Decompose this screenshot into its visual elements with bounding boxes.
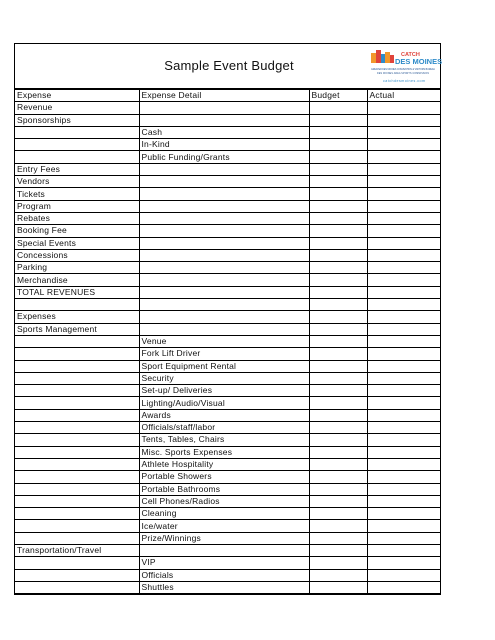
table-row [15, 348, 440, 360]
table-row [15, 569, 440, 581]
budget-cell[interactable] [309, 422, 367, 434]
budget-cell[interactable] [309, 151, 367, 163]
actual-cell[interactable] [367, 139, 440, 151]
catch-des-moines-logo [371, 49, 443, 89]
col-header-budget: Budget [309, 90, 367, 102]
actual-cell[interactable] [367, 434, 440, 446]
expense-detail-cell: Venue [139, 335, 309, 347]
table-row [15, 299, 440, 311]
actual-cell[interactable] [367, 348, 440, 360]
expense-detail-cell: Officials [139, 569, 309, 581]
expense-cell: Concessions [15, 249, 139, 261]
expense-cell [15, 520, 139, 532]
table-row [15, 151, 440, 163]
expense-cell: Rebates [15, 212, 139, 224]
expense-cell: TOTAL REVENUES [15, 286, 139, 298]
expense-detail-cell: Set-up/ Deliveries [139, 385, 309, 397]
expense-detail-cell [139, 323, 309, 335]
expense-cell [15, 557, 139, 569]
budget-cell[interactable] [309, 508, 367, 520]
actual-cell[interactable] [367, 397, 440, 409]
table-row [15, 262, 440, 274]
expense-cell: Sponsorships [15, 114, 139, 126]
expense-detail-cell: In-Kind [139, 139, 309, 151]
expense-detail-cell [139, 544, 309, 556]
table-row [15, 520, 440, 532]
logo-tagline1: GREATER DES MOINES CONVENTION & VISITORS BUREAU [371, 69, 435, 71]
actual-cell[interactable] [367, 385, 440, 397]
table-row [15, 274, 440, 286]
expense-cell: Sports Management [15, 323, 139, 335]
budget-cell[interactable] [309, 471, 367, 483]
table-row [15, 483, 440, 495]
expense-detail-cell: Cleaning [139, 508, 309, 520]
expense-detail-cell: Cash [139, 126, 309, 138]
actual-cell[interactable] [367, 200, 440, 212]
actual-cell[interactable] [367, 520, 440, 532]
expense-cell [15, 385, 139, 397]
actual-cell[interactable] [367, 446, 440, 458]
expense-cell: Expenses [15, 311, 139, 323]
expense-cell [15, 532, 139, 544]
actual-cell[interactable] [367, 299, 440, 311]
actual-cell[interactable] [367, 335, 440, 347]
expense-detail-cell [139, 274, 309, 286]
actual-cell[interactable] [367, 372, 440, 384]
actual-cell[interactable] [367, 569, 440, 581]
budget-cell[interactable] [309, 102, 367, 114]
expense-cell: Vendors [15, 176, 139, 188]
actual-cell[interactable] [367, 508, 440, 520]
expense-cell [15, 348, 139, 360]
expense-detail-cell [139, 249, 309, 261]
expense-cell: Parking [15, 262, 139, 274]
expense-detail-cell: Public Funding/Grants [139, 151, 309, 163]
expense-cell [15, 151, 139, 163]
expense-detail-cell: Officials/staff/labor [139, 422, 309, 434]
expense-cell [15, 471, 139, 483]
expense-cell [15, 372, 139, 384]
actual-cell[interactable] [367, 286, 440, 298]
budget-cell[interactable] [309, 544, 367, 556]
budget-cell[interactable] [309, 249, 367, 261]
expense-detail-cell: Athlete Hospitality [139, 458, 309, 470]
expense-cell [15, 409, 139, 421]
actual-cell[interactable] [367, 360, 440, 372]
actual-cell[interactable] [367, 249, 440, 261]
expense-cell [15, 483, 139, 495]
expense-detail-cell: Portable Bathrooms [139, 483, 309, 495]
table-row [15, 114, 440, 126]
budget-cell[interactable] [309, 360, 367, 372]
table-row [15, 495, 440, 507]
expense-detail-cell [139, 212, 309, 224]
sheet-header [15, 44, 443, 89]
actual-cell[interactable] [367, 274, 440, 286]
actual-cell[interactable] [367, 188, 440, 200]
expense-cell [15, 495, 139, 507]
table-row [15, 212, 440, 224]
actual-cell[interactable] [367, 422, 440, 434]
expense-cell [15, 397, 139, 409]
expense-detail-cell [139, 188, 309, 200]
expense-detail-cell: Portable Showers [139, 471, 309, 483]
budget-cell[interactable] [309, 323, 367, 335]
table-row [15, 385, 440, 397]
budget-cell[interactable] [309, 126, 367, 138]
actual-cell[interactable] [367, 126, 440, 138]
budget-cell[interactable] [309, 409, 367, 421]
budget-cell[interactable] [309, 532, 367, 544]
table-row [15, 200, 440, 212]
expense-cell: Merchandise [15, 274, 139, 286]
actual-cell[interactable] [367, 311, 440, 323]
table-row [15, 126, 440, 138]
budget-cell[interactable] [309, 335, 367, 347]
table-row [15, 508, 440, 520]
expense-cell [15, 569, 139, 581]
table-row [15, 557, 440, 569]
table-row [15, 446, 440, 458]
budget-cell[interactable] [309, 483, 367, 495]
expense-detail-cell [139, 286, 309, 298]
budget-table [15, 89, 440, 594]
table-row [15, 286, 440, 298]
expense-detail-cell [139, 102, 309, 114]
budget-cell[interactable] [309, 114, 367, 126]
budget-cell[interactable] [309, 139, 367, 151]
page-title: Sample Event Budget [164, 58, 294, 73]
col-header-expense-detail: Expense Detail [139, 90, 309, 102]
actual-cell[interactable] [367, 581, 440, 593]
table-row [15, 139, 440, 151]
budget-sheet [14, 43, 441, 595]
expense-detail-cell [139, 225, 309, 237]
actual-cell[interactable] [367, 114, 440, 126]
table-row [15, 323, 440, 335]
expense-detail-cell [139, 176, 309, 188]
table-row [15, 581, 440, 593]
budget-cell[interactable] [309, 520, 367, 532]
expense-detail-cell: Ice/water [139, 520, 309, 532]
table-row [15, 532, 440, 544]
expense-cell: Program [15, 200, 139, 212]
budget-cell[interactable] [309, 569, 367, 581]
expense-detail-cell: Awards [139, 409, 309, 421]
table-row [15, 458, 440, 470]
actual-cell[interactable] [367, 237, 440, 249]
actual-cell[interactable] [367, 262, 440, 274]
expense-cell: Tickets [15, 188, 139, 200]
actual-cell[interactable] [367, 323, 440, 335]
budget-cell[interactable] [309, 200, 367, 212]
table-row [15, 225, 440, 237]
expense-detail-cell [139, 311, 309, 323]
actual-cell[interactable] [367, 483, 440, 495]
table-row [15, 102, 440, 114]
expense-detail-cell [139, 262, 309, 274]
table-row [15, 360, 440, 372]
expense-cell: Transportation/Travel [15, 544, 139, 556]
expense-detail-cell: Prize/Winnings [139, 532, 309, 544]
actual-cell[interactable] [367, 532, 440, 544]
expense-detail-cell [139, 200, 309, 212]
expense-cell [15, 360, 139, 372]
table-row [15, 249, 440, 261]
budget-cell[interactable] [309, 372, 367, 384]
budget-cell[interactable] [309, 434, 367, 446]
expense-detail-cell: Shuttles [139, 581, 309, 593]
table-row [15, 237, 440, 249]
budget-cell[interactable] [309, 274, 367, 286]
header-row [15, 90, 440, 102]
logo-line2: DES MOINES [395, 57, 443, 66]
table-row [15, 163, 440, 175]
expense-detail-cell: Fork Lift Driver [139, 348, 309, 360]
budget-cell[interactable] [309, 225, 367, 237]
expense-cell: Booking Fee [15, 225, 139, 237]
actual-cell[interactable] [367, 409, 440, 421]
budget-cell[interactable] [309, 581, 367, 593]
budget-cell[interactable] [309, 557, 367, 569]
table-row [15, 176, 440, 188]
expense-cell: Special Events [15, 237, 139, 249]
expense-cell [15, 434, 139, 446]
budget-cell[interactable] [309, 299, 367, 311]
expense-detail-cell [139, 114, 309, 126]
expense-cell [15, 581, 139, 593]
budget-cell[interactable] [309, 188, 367, 200]
actual-cell[interactable] [367, 495, 440, 507]
logo-tagline2: DES MOINES AREA SPORTS COMMISSION [377, 73, 429, 75]
logo-line1: CATCH [401, 52, 420, 58]
budget-cell[interactable] [309, 212, 367, 224]
budget-cell[interactable] [309, 495, 367, 507]
table-row [15, 397, 440, 409]
expense-cell [15, 126, 139, 138]
table-row [15, 422, 440, 434]
table-row [15, 471, 440, 483]
expense-detail-cell: Cell Phones/Radios [139, 495, 309, 507]
expense-detail-cell [139, 163, 309, 175]
table-row [15, 409, 440, 421]
budget-cell[interactable] [309, 237, 367, 249]
actual-cell[interactable] [367, 544, 440, 556]
expense-cell [15, 458, 139, 470]
budget-cell[interactable] [309, 286, 367, 298]
logo-url: catchdesmoines.com [383, 79, 425, 83]
col-header-expense: Expense [15, 90, 139, 102]
expense-cell [15, 335, 139, 347]
budget-cell[interactable] [309, 163, 367, 175]
actual-cell[interactable] [367, 212, 440, 224]
actual-cell[interactable] [367, 557, 440, 569]
budget-cell[interactable] [309, 311, 367, 323]
expense-detail-cell [139, 237, 309, 249]
expense-cell: Entry Fees [15, 163, 139, 175]
expense-cell [15, 508, 139, 520]
budget-cell[interactable] [309, 262, 367, 274]
budget-cell[interactable] [309, 458, 367, 470]
actual-cell[interactable] [367, 225, 440, 237]
expense-cell [15, 446, 139, 458]
budget-cell[interactable] [309, 385, 367, 397]
budget-cell[interactable] [309, 446, 367, 458]
budget-cell[interactable] [309, 176, 367, 188]
actual-cell[interactable] [367, 471, 440, 483]
actual-cell[interactable] [367, 458, 440, 470]
table-row [15, 311, 440, 323]
actual-cell[interactable] [367, 102, 440, 114]
actual-cell[interactable] [367, 151, 440, 163]
table-row [15, 188, 440, 200]
expense-cell [15, 422, 139, 434]
table-row [15, 544, 440, 556]
budget-cell[interactable] [309, 348, 367, 360]
expense-detail-cell [139, 299, 309, 311]
expense-detail-cell: Lighting/Audio/Visual [139, 397, 309, 409]
expense-cell [15, 299, 139, 311]
table-row [15, 434, 440, 446]
col-header-actual: Actual [367, 90, 440, 102]
expense-cell: Revenue [15, 102, 139, 114]
budget-cell[interactable] [309, 397, 367, 409]
expense-detail-cell: Sport Equipment Rental [139, 360, 309, 372]
expense-detail-cell: Security [139, 372, 309, 384]
expense-cell [15, 139, 139, 151]
actual-cell[interactable] [367, 176, 440, 188]
table-row [15, 335, 440, 347]
expense-detail-cell: Tents, Tables, Chairs [139, 434, 309, 446]
expense-detail-cell: VIP [139, 557, 309, 569]
expense-detail-cell: Misc. Sports Expenses [139, 446, 309, 458]
table-row [15, 372, 440, 384]
actual-cell[interactable] [367, 163, 440, 175]
